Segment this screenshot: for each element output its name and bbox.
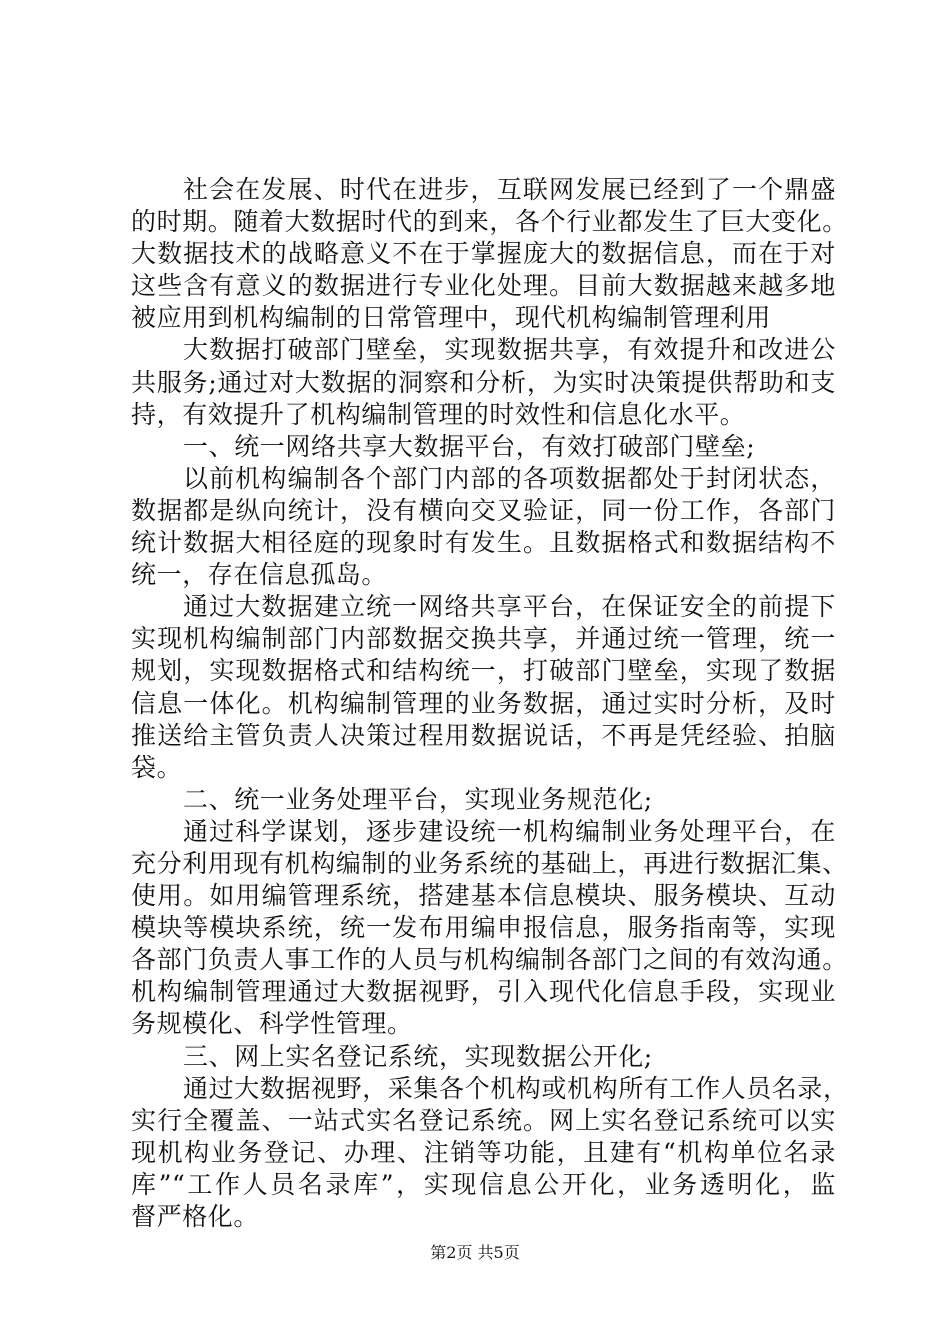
text-line: 的时期。随着大数据时代的到来，各个行业都发生了巨大变化。 [131,207,848,237]
text-line: 现机构业务登记、办理、注销等功能，且建有“机构单位名录 [131,1137,836,1167]
text-line: 二、统一业务处理平台，实现业务规范化; [183,784,653,814]
text-line: 三、网上实名登记系统，实现数据公开化; [183,1041,653,1071]
text-line: 推送给主管负责人决策过程用数据说话，不再是凭经验、拍脑 [131,720,836,750]
text-line: 通过科学谋划，逐步建设统一机构编制业务处理平台，在 [183,816,836,846]
text-line: 大数据打破部门壁垒，实现数据共享，有效提升和改进公 [183,335,836,365]
text-line: 各部门负责人事工作的人员与机构编制各部门之间的有效沟通。 [131,945,848,975]
text-line: 被应用到机构编制的日常管理中，现代机构编制管理利用 [131,303,772,333]
text-line: 督严格化。 [131,1202,260,1231]
text-line: 信息一体化。机构编制管理的业务数据，通过实时分析，及时 [131,688,836,718]
text-line: 持，有效提升了机构编制管理的时效性和信息化水平。 [131,399,746,429]
text-line: 模块等模块系统，统一发布用编申报信息，服务指南等，实现 [131,913,836,943]
text-line: 务规模化、科学性管理。 [131,1009,413,1039]
text-line: 社会在发展、时代在进步，互联网发展已经到了一个鼎盛 [183,175,836,204]
text-line: 实现机构编制部门内部数据交换共享，并通过统一管理，统一 [131,624,836,654]
text-line: 通过大数据视野，采集各个机构或机构所有工作人员名录， [183,1073,849,1103]
text-line: 共服务;通过对大数据的洞察和分析，为实时决策提供帮助和支 [131,367,836,397]
text-line: 统一，存在信息孤岛。 [131,560,388,590]
text-line: 统计数据大相径庭的现象时有发生。且数据格式和数据结构不 [131,528,836,558]
text-line: 一、统一网络共享大数据平台，有效打破部门壁垒; [183,431,756,461]
text-line: 通过大数据建立统一网络共享平台，在保证安全的前提下 [183,592,836,622]
text-line: 实行全覆盖、一站式实名登记系统。网上实名登记系统可以实 [131,1105,836,1135]
text-line: 使用。如用编管理系统，搭建基本信息模块、服务模块、互动 [131,881,836,911]
text-line: 充分利用现有机构编制的业务系统的基础上，再进行数据汇集、 [131,848,848,878]
text-line: 库”“工作人员名录库”，实现信息公开化，业务透明化，监 [131,1169,836,1199]
page-footer: 第2页 共5页 [430,1243,520,1262]
text-line: 规划，实现数据格式和结构统一，打破部门壁垒，实现了数据 [131,656,836,686]
text-line: 机构编制管理通过大数据视野，引入现代化信息手段，实现业 [131,977,836,1007]
text-line: 数据都是纵向统计，没有横向交叉验证，同一份工作，各部门 [131,495,836,525]
text-line: 袋。 [131,752,183,782]
text-line: 这些含有意义的数据进行专业化处理。目前大数据越来越多地 [131,271,836,301]
text-line: 大数据技术的战略意义不在于掌握庞大的数据信息，而在于对 [131,239,836,269]
text-line: 以前机构编制各个部门内部的各项数据都处于封闭状态， [183,463,836,493]
document-body [131,174,849,1233]
